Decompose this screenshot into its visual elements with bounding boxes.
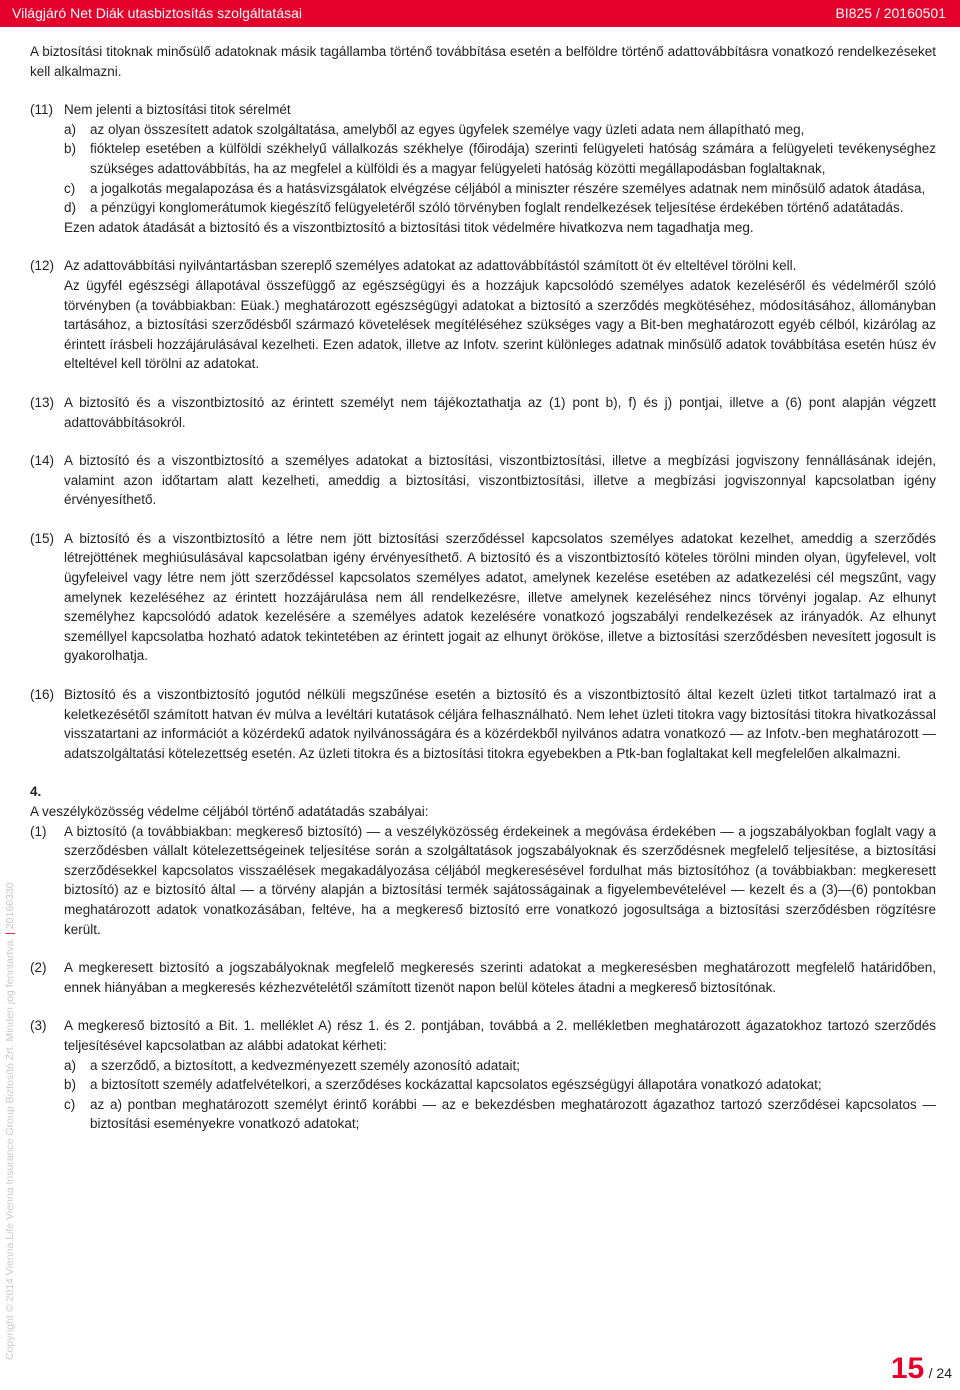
section-11-head: Nem jelenti a biztosítási titok sérelmét: [64, 102, 291, 118]
section-4-2: (2) A megkeresett biztosító a jogszabályoknak megfelelő megkeresés szerinti adatokat a megkeresésben meghatározott megfelelő határidőben, ennek hiányában a megkeresés kézhezvételétől számított tizenöt napon belül köteles átadni a megkereső biztosítónak.: [30, 960, 936, 995]
section-11-d: d) a pénzügyi konglomerátumok kiegészítő felügyeletéről szóló törvényben foglalt rendelkezések teljesítése érdekében történő adatátadás.: [64, 200, 904, 216]
section-4-3-c: c) az a) pontban meghatározott személyt érintő korábbi — az e bekezdésben meghatározott ágazathoz tartozó szerződései kapcsolatos — biztosítási eseményekre vonatkozó adatokat;: [64, 1096, 936, 1132]
page-total: / 24: [928, 1365, 952, 1381]
section-4-1: (1) A biztosító (a továbbiakban: megkereső biztosító) — a veszélyközösség érdekeinek a megóvása érdekében — a jogszabályokban foglalt vagy a szerződésben vállalt kötelezettségeinek teljesítése során a szolgáltatások jogszabályoknak és szerződésnek megfelelő teljesítése, a biztosítási szerződésekkel kapcsolatos visszaélések megakadályozása céljából megkeresésével fordulhat más biztosítóhoz (a továbbiakban: megkeresett biztosító) az e biztosító által — a törvény alapján a biztosítási termék sajátosságainak a figyelembevételével — kezelt és a (3)—(6) pontokban meghatározott adatok vonatkozásában, feltéve, ha a megkereső biztosító erre vonatkozó jogosultsága a biztosítási szerződésben rögzítésre került.: [30, 823, 936, 937]
section-11-c: c) a jogalkotás megalapozása és a hatásvizsgálatok elvégzése céljából a miniszter részére személyes adatnak nem minősülő adatok átadása,: [64, 180, 926, 196]
section-4-head: A veszélyközösség védelme céljából történő adatátadás szabályai:: [30, 804, 429, 819]
page-current: 15: [890, 1352, 925, 1385]
section-13: (13) A biztosító és a viszontbiztosító az érintett személyt nem tájékoztathatja az (1) pont b), f) és j) pontjai, illetve a (6) pont alapján végzett adattovábbításokról.: [30, 394, 936, 430]
section-16: (16) Biztosító és a viszontbiztosító jogutód nélküli megszűnése esetén a biztosító és a viszontbiztosító által kezelt üzleti titkot tartalmazó irat a keletkezésétől számított hatvan év múlva a levéltári kutatások céljára felhasználható. Nem lehet üzleti titokra vagy biztosítási titokra hivatkozással visszatartani az információt a közérdekű adatok nyilvánosságára és a közérdekből nyilvános adatra vonatkozó — az Infotv.-ben meghatározott — adatszolgáltatási kötelezettség esetén. Az üzleti titokra és a biztosítási titokra egyebekben a Ptk-ban foglaltakat kell megfelelően alkalmazni.: [30, 687, 936, 761]
document-code: BI825 / 20160501: [835, 5, 946, 21]
section-4-3-b: b) a biztosított személy adatfelvételkori, a szerződéses kockázattal kapcsolatos egészségügyi állapotára vonatkozó adatokat;: [64, 1077, 822, 1093]
document-body: [30, 42, 936, 1134]
section-4-3: (3) A megkereső biztosító a Bit. 1. melléklet A) rész 1. és 2. pontjában, továbbá a 2. mellékletben meghatározott ágazatokhoz tartozó szerződés teljesítésével kapcsolatban az alábbi adatokat kérheti:: [30, 1018, 936, 1053]
section-15: (15) A biztosító és a viszontbiztosító a létre nem jött biztosítási szerződéssel kapcsolatos személyes adatokat kezelhet, ameddig a szerződés létrejöttének meghiúsulásával kapcsolatban igény érvényesíthető. A biztosító és a viszontbiztosító köteles törölni minden olyan, ügyfelevel, volt ügyfeleivel vagy létre nem jött szerződéssel kapcsolatos személyes adatot, amelynek kezelése esetében az adatkezelési cél megszűnt, vagy amelynek kezeléséhez az érintett hozzájárulása nem áll rendelkezésre, illetve amelynek kezeléséhez nincs törvényi jogalap. Az elhunyt személyhez kapcsolódó adatok kezelésére a személyes adatok kezelésére vonatkozó jogszabályi rendelkezések az irányadók. Az elhunyt személlyel kapcsolatba hozható adatok tekintetében az érintett jogait az elhunyt örököse, illetve a biztosítási szerződésben nevesített jogosult is gyakorolhatja.: [30, 530, 936, 664]
section-number: (11): [30, 102, 54, 118]
section-12: (12) Az adattovábbítási nyilvántartásban szereplő személyes adatokat az adattovábbítástól számított öt év elteltével törölni kell. Az ügyfél egészségi állapotával összefüggő az egészségügyi és a hozzájuk kapcsolódó személyes adatok kezeléséről és védelméről szóló törvényben (a továbbiakban: Eüak.) meghatározott egészségügyi adatokat a biztosító a szerződés megkötéséhez, módosításához, állományban tartásához, a biztosítási szerződésből származó követelések megítéléséhez szükséges vagy a Bit-ben meghatározott egyéb célból, kizárólag az érintett írásbeli hozzájárulásával kezelheti. Ezen adatok, illetve az Infotv. szerint különleges adatnak minősülő adatok továbbítása esetén húsz év elteltével kell törölni az adatokat.: [30, 258, 936, 372]
section-14: (14) A biztosító és a viszontbiztosító a személyes adatokat a biztosítási, viszontbiztosítási, illetve a megbízási jogviszony fennállásának idején, valamint azon időtartam alatt kezelheti, ameddig a biztosítási, viszontbiztosítási, illetve a megbízási jogviszonnyal kapcsolatban igény érvényesíthető.: [30, 453, 936, 508]
copyright-text: Copyright © 2014 Vienna Life Vienna Insurance Group Biztosító Zrt. Minden jog fenntartva.: [4, 937, 16, 1360]
header-bar: [0, 0, 960, 27]
intro-paragraph: A biztosítási titoknak minősülő adatoknak másik tagállamba történő továbbítása esetén a belföldre történő adattovábbításra vonatkozó rendelkezéseket kell alkalmazni.: [30, 44, 936, 79]
section-11-a: a) az olyan összesített adatok szolgáltatása, amelyből az egyes ügyfelek személye vagy üzleti adata nem állapítható meg,: [64, 121, 805, 137]
copyright-sep: |: [4, 929, 16, 938]
section-11-tail: Ezen adatok átadását a biztosító és a viszontbiztosító a biztosítási titok védelmére hivatkozva nem tagadhatja meg.: [64, 219, 754, 235]
section-4-3-a: a) a szerződő, a biztosított, a kedvezményezett személy azonosító adatait;: [64, 1057, 520, 1073]
page-number: [891, 1352, 952, 1386]
section-11-b: b) fióktelep esetében a külföldi székhelyű vállalkozás székhelye (főirodája) szerinti felügyeleti hatóság számára a felügyeleti tevékenységhez szükséges adattovábbítás, ha az megfelel a külföldi és a magyar felügyeleti hatóság közötti megállapodásban foglaltaknak,: [64, 141, 936, 176]
copyright-date: 20160330: [4, 882, 16, 930]
section-11: [30, 100, 936, 120]
section-4-title: 4.: [30, 784, 42, 800]
document-title: Világjáró Net Diák utasbiztosítás szolgáltatásai: [12, 5, 303, 21]
